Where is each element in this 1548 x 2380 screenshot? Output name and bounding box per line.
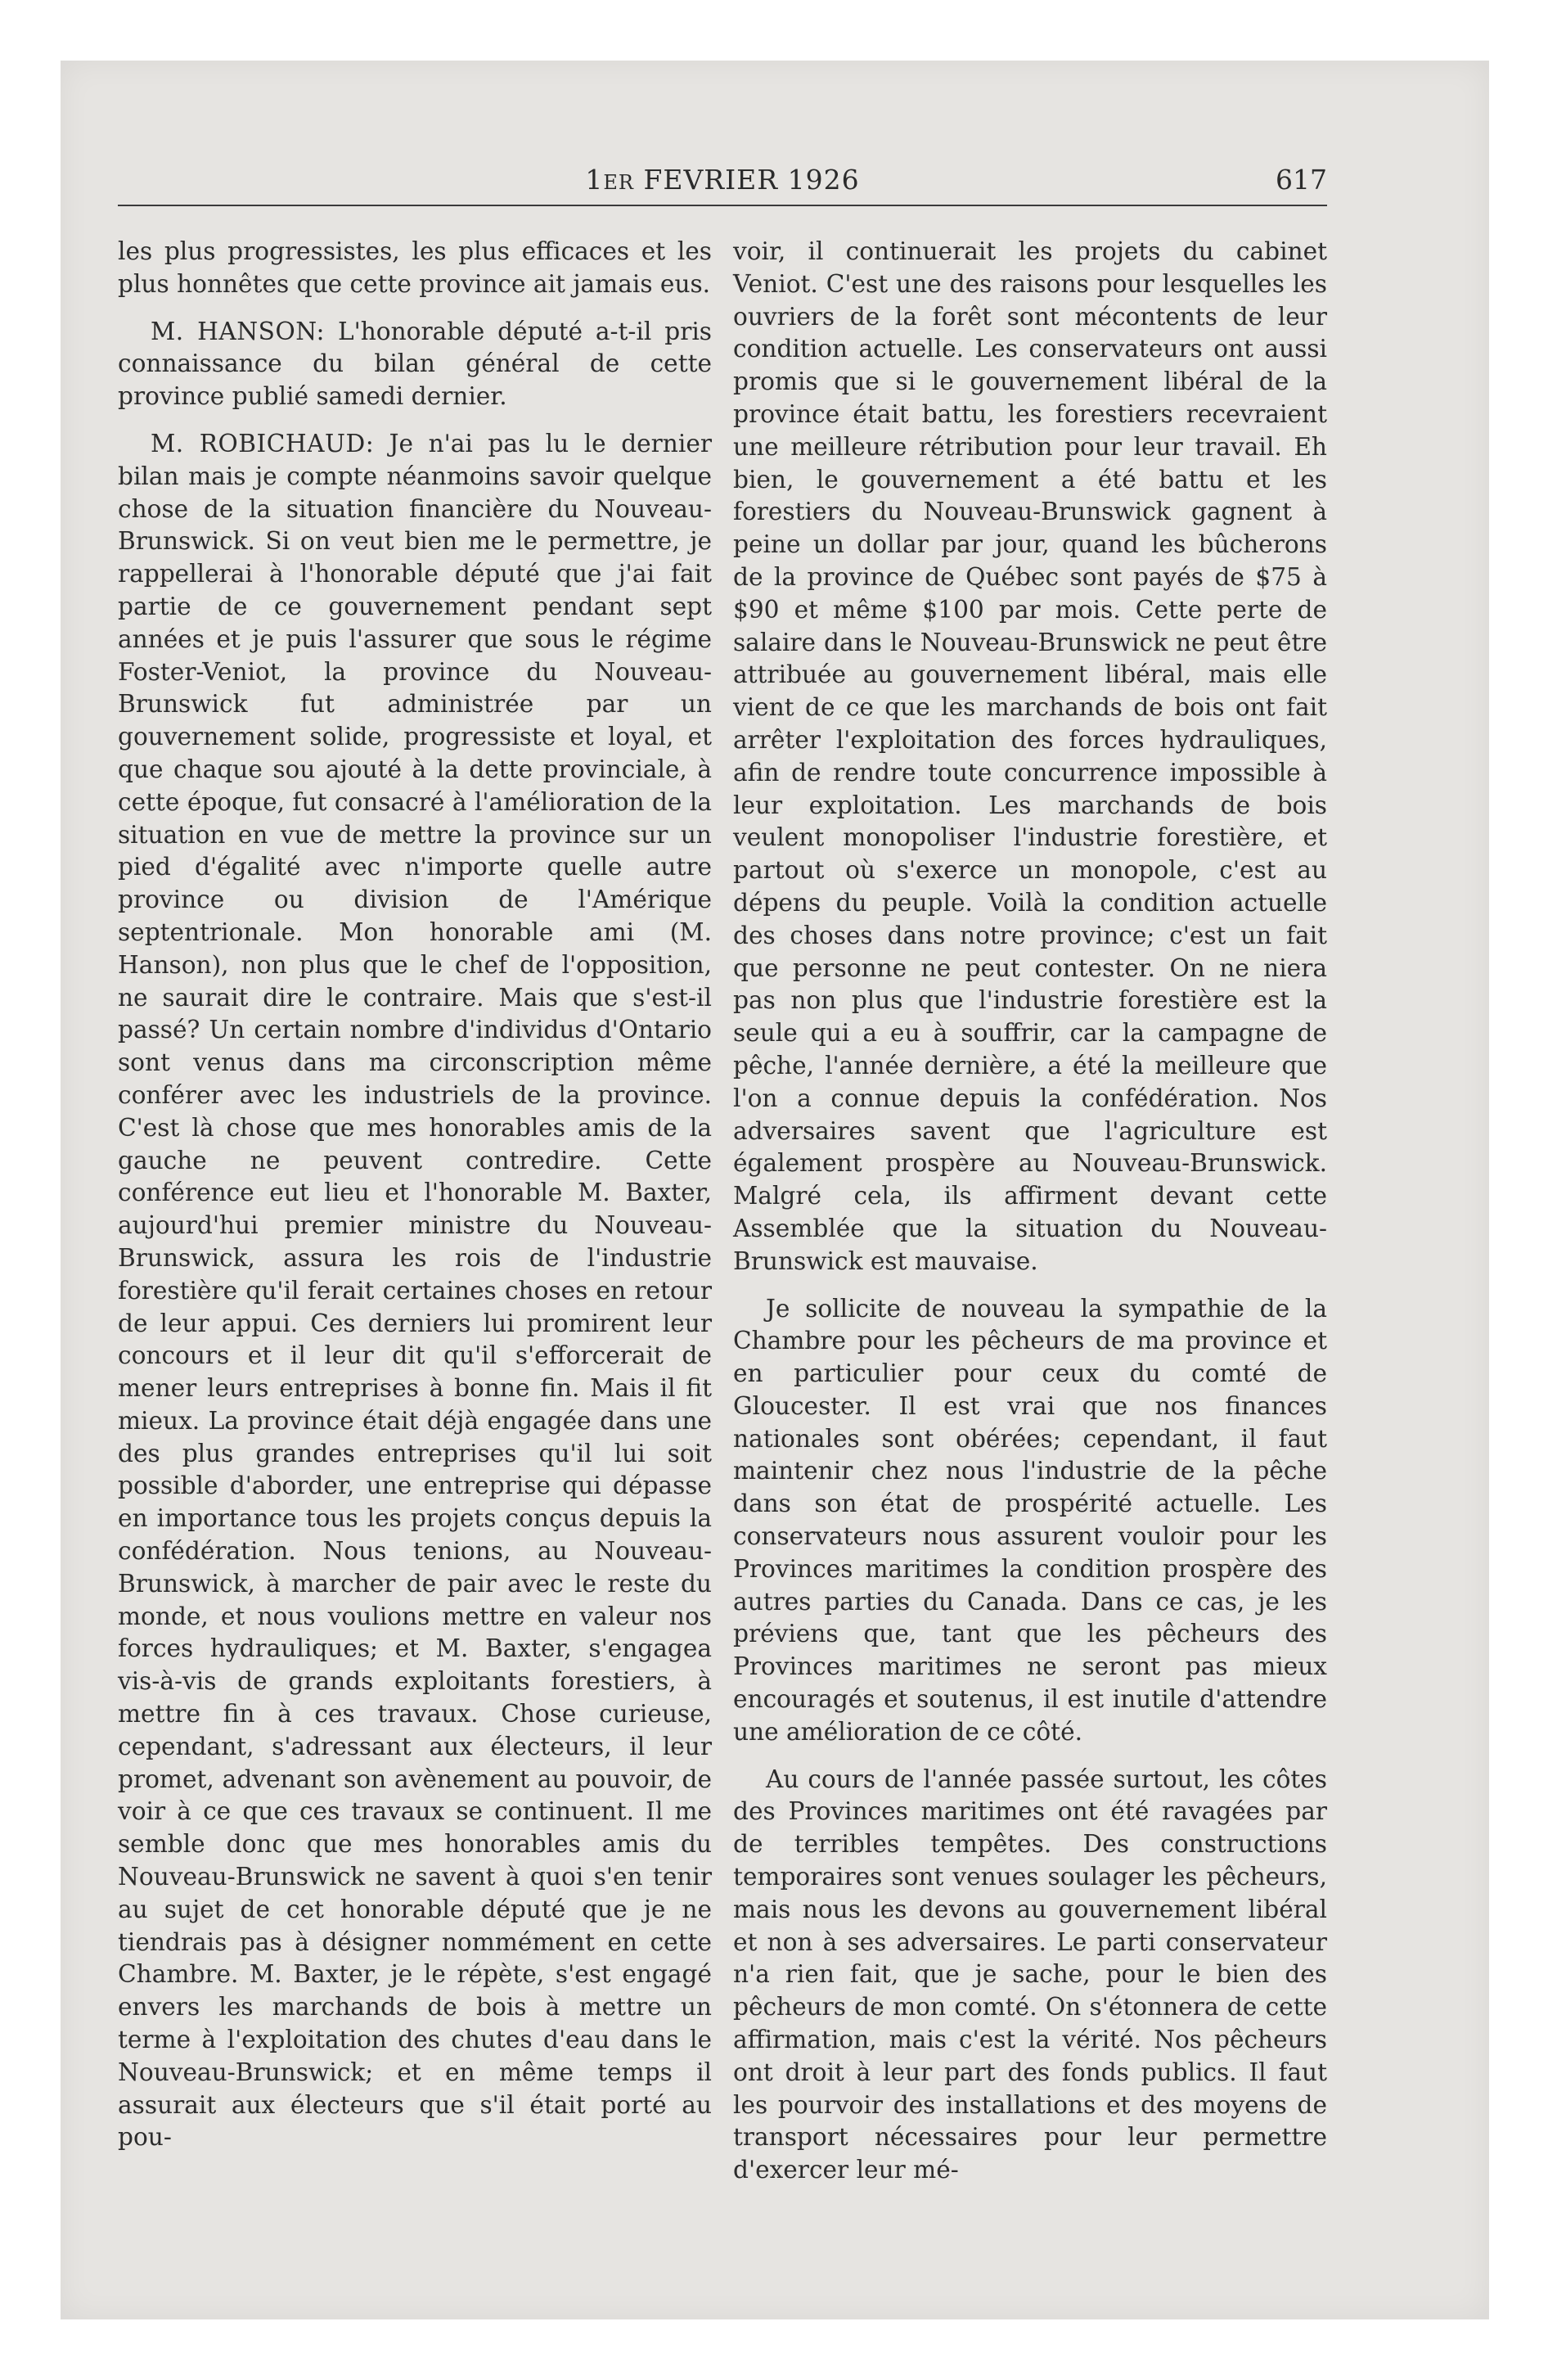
paragraph (733, 236, 1327, 1278)
left-column (118, 236, 712, 2202)
paragraph-text: Je sollicite de nouveau la sympathie de la Chambre pour les pêcheurs de ma province et en particulier pour ceux du comté de Gloucester. Il est vrai que nos finances nationales sont obérées; cependant, il faut maintenir chez nous l'industrie de la pêche dans son état de prospérité actuelle. Les conservateurs nous assurent vouloir pour les Provinces maritimes la condition prospère des autres parties du Canada. Dans ce cas, je les préviens que, tant que les pêcheurs des Provinces maritimes ne seront pas mieux encouragés et soutenus, il est inutile d'attendre une amélioration de ce côté. (733, 1294, 1327, 1746)
title-date: FEVRIER 1926 (633, 164, 860, 196)
document-page (118, 156, 1327, 2184)
paragraph-text: voir, il continuerait les projets du cabinet Veniot. C'est une des raisons pour lesquelles les ouvriers de la forêt sont mécontents de leur condition actuelle. Les conservateurs ont aussi promis que si le gouvernement libéral de la province était battu, les forestiers recevraient une meilleure rétribution pour leur travail. Eh bien, le gouvernement a été battu et les forestiers du Nouveau-Brunswick gagnent à peine un dollar par jour, quand les bûcherons de la province de Québec sont payés de $75 à $90 et même $100 par mois. Cette perte de salaire dans le Nouveau-Brunswick ne peut être attribuée au gouvernement libéral, mais elle vient de ce que les marchands de bois ont fait arrêter l'exploitation des forces hydrauliques, afin de rendre toute concurrence impossible à leur exploitation. Les marchands de bois veulent monopoliser l'industrie forestière, et partout où s'exerce un monopole, c'est au dépens du peuple. Voilà la condition actuelle des choses dans notre province; c'est un fait que personne ne peut contester. On ne niera pas non plus que l'industrie forestière est la seule qui a eu à souffrir, car la campagne de pêche, l'année dernière, a été la meilleure que l'on a connue depuis la confédération. Nos adversaires savent que l'agriculture est également prospère au Nouveau-Brunswick. Malgré cela, ils affirment devant cette Assemblée que la situation du Nouveau-Brunswick est mauvaise. (733, 237, 1327, 1275)
title-day-suffix: ER (603, 171, 634, 194)
paragraph-text: Au cours de l'année passée surtout, les côtes des Provinces maritimes ont été ravagées par de terribles tempêtes. Des constructions temporaires sont venues soulager les pêcheurs, mais nous les devons au gouvernement libéral et non à ses adversaires. Le parti conservateur n'a rien fait, que je sache, pour le bien des pêcheurs de mon comté. On s'étonnera de cette affirmation, mais c'est la vérité. Nos pêcheurs ont droit à leur part des fonds publics. Il faut les pourvoir des installations et des moyens de transport nécessaires pour leur permettre d'exercer leur mé- (733, 1765, 1327, 2184)
paragraph (733, 1764, 1327, 2187)
speaker-name: M. HANSON: (151, 317, 326, 345)
paragraph (118, 316, 712, 413)
paragraph-text: les plus progressistes, les plus efficaces et les plus honnêtes que cette province ait jamais eus. (118, 237, 712, 298)
running-title (118, 164, 1327, 196)
paragraph (118, 236, 712, 301)
speaker-name: M. ROBICHAUD: (151, 429, 375, 458)
right-column (733, 236, 1327, 2202)
paragraph-text: Je n'ai pas lu le dernier bilan mais je compte néanmoins savoir quelque chose de la situation financière du Nouveau-Brunswick. Si on veut bien me le permettre, je rappellerai à l'honorable député que j'ai fait partie de ce gouvernement pendant sept années et je puis l'assurer que sous le régime Foster-Veniot, la province du Nouveau-Brunswick fut administrée par un gouvernement solide, progressiste et loyal, et que chaque sou ajouté à la dette provinciale, à cette époque, fut consacré à l'amélioration de la situation en vue de mettre la province sur un pied d'égalité avec n'importe quelle autre province ou division de l'Amérique septentrionale. Mon honorable ami (M. Hanson), non plus que le chef de l'opposition, ne saurait dire le contraire. Mais que s'est-il passé? Un certain nombre d'individus d'Ontario sont venus dans ma circonscription même conférer avec les industriels de la province. C'est là chose que mes honorables amis de la gauche ne peuvent contredire. Cette conférence eut lieu et l'honorable M. Baxter, aujourd'hui premier ministre du Nouveau-Brunswick, assura les rois de l'industrie forestière qu'il ferait certaines choses en retour de leur appui. Ces derniers lui promirent leur concours et il leur dit qu'il s'efforcerait de mener leurs entreprises à bonne fin. Mais il fit mieux. La province était déjà engagée dans une des plus grandes entreprises qu'il lui soit possible d'aborder, une entreprise qui dépasse en importance tous les projets conçus depuis la confédération. Nous tenions, au Nouveau-Brunswick, à marcher de pair avec le reste du monde, et nous voulions mettre en valeur nos forces hydrauliques; et M. Baxter, s'engagea vis-à-vis de grands exploitants forestiers, à mettre fin à ces travaux. Chose curieuse, cependant, s'adressant aux électeurs, il leur promet, advenant son avènement au pouvoir, de voir à ce que ces travaux se continuent. Il me semble donc que mes honorables amis du Nouveau-Brunswick ne savent à quoi s'en tenir au sujet de cet honorable député que je ne tiendrais pas à désigner nommément en cette Chambre. M. Baxter, je le répète, s'est engagé envers les marchands de bois à mettre un terme à l'exploitation des chutes d'eau dans le Nouveau-Brunswick; et en même temps il assurait aux électeurs que s'il était porté au pou- (118, 429, 712, 2152)
title-day: 1 (585, 164, 604, 196)
paragraph-text: L'honorable député a-t-il pris connaissance du bilan général de cette province publié samedi dernier. (118, 317, 712, 411)
running-header (118, 156, 1327, 206)
paragraph (118, 428, 712, 2154)
paragraph (733, 1293, 1327, 1749)
page-number: 617 (1276, 164, 1327, 196)
two-column-body (118, 236, 1327, 2202)
